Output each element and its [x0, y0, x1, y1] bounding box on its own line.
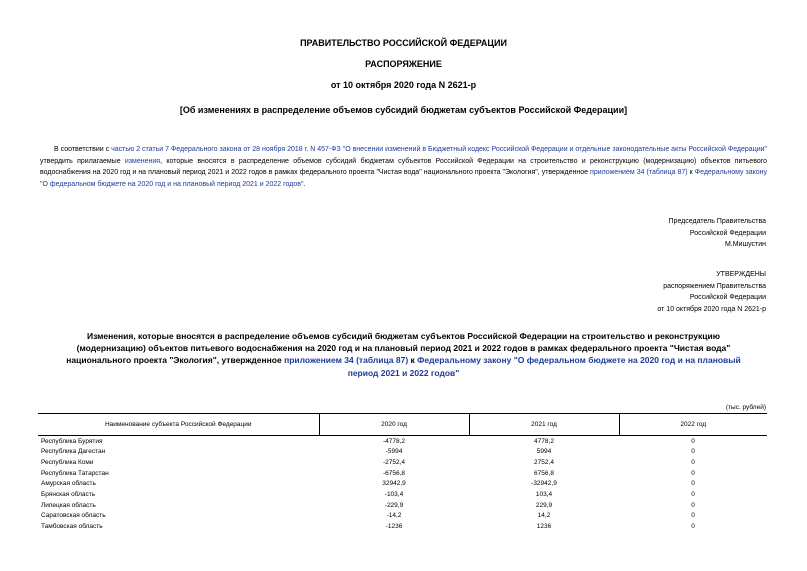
region-cell: Республика Дагестан	[41, 448, 106, 456]
annex-heading	[60, 330, 747, 379]
document-subject: [Об изменениях в распределение объемов субсидий бюджетам субъектов Российской Федерации]	[179, 105, 628, 115]
federal-law-link[interactable]: Федеральному закону "О федеральном бюджете на 2020 год и на плановый период 2021 и 2022 годов"	[40, 169, 768, 188]
value-2020-cell: -5994	[385, 448, 403, 456]
signature-position: Председатель Правительства	[668, 218, 766, 225]
signature-block	[669, 216, 766, 251]
table-row	[38, 500, 767, 511]
signature-org: Российской Федерации	[689, 229, 766, 237]
region-cell: Республика Коми	[41, 458, 94, 466]
table-row	[38, 479, 767, 490]
value-2020-cell: -103,4	[384, 491, 404, 499]
approval-title: УТВЕРЖДЕНЫ	[716, 271, 766, 278]
header-2020: 2020 год	[319, 414, 469, 436]
document-date-number: от 10 октября 2020 года N 2621-р	[330, 80, 477, 90]
units-label: (тыс. рублей)	[725, 404, 766, 411]
value-2020-cell: -4778,2	[382, 437, 406, 445]
document-type: РАСПОРЯЖЕНИЕ	[365, 59, 442, 69]
value-2020-cell: -1236	[385, 523, 403, 531]
value-2021-cell: 1236	[536, 523, 552, 531]
approval-line3: Российской Федерации	[689, 294, 766, 301]
signature-name: М.Мишустин	[724, 241, 766, 248]
paragraph-text-end: .	[303, 180, 306, 188]
value-2020-cell: 32942,9	[382, 480, 406, 488]
value-2022-cell: 0	[691, 523, 695, 531]
region-cell: Амурская область	[41, 480, 96, 488]
value-2022-cell: 0	[691, 480, 695, 488]
header-2022: 2022 год	[619, 414, 767, 436]
value-2022-cell: 0	[691, 458, 695, 466]
table-row	[38, 511, 767, 522]
approval-block	[657, 269, 766, 315]
value-2021-cell: 6756,8	[534, 469, 554, 477]
table-row	[38, 468, 767, 479]
region-cell: Республика Бурятия	[41, 437, 103, 445]
paragraph-text-mid1: утвердить прилагаемые	[40, 157, 125, 165]
subsidy-table	[38, 413, 767, 532]
annex-heading-mid: к	[408, 355, 418, 366]
region-cell: Липецкая область	[41, 501, 96, 509]
law-link[interactable]: частью 2 статьи 7 Федерального закона от 28 ноября 2018 г. N 457-ФЗ "О внесении изменений в Бюджетный кодекс Российской Федерации и отдельные законодательные акты Российской Федерации"	[111, 146, 768, 153]
paragraph-text-mid3: к	[687, 169, 695, 177]
region-cell: Саратовская область	[41, 512, 106, 520]
annex-link[interactable]: приложением 34 (таблица 87)	[590, 169, 688, 177]
value-2021-cell: 4778,2	[534, 437, 554, 445]
table-row	[38, 436, 767, 447]
value-2021-cell: 14,2	[537, 512, 551, 520]
approval-line4: от 10 октября 2020 года N 2621-р	[657, 305, 766, 313]
table-row	[38, 457, 767, 468]
value-2022-cell: 0	[691, 469, 695, 477]
value-2020-cell: -6756,8	[382, 469, 406, 477]
value-2020-cell: -14,2	[386, 512, 402, 520]
paragraph-text-mid2: , которые вносятся в распределение объемов субсидий бюджетам субъектов Российской Федерации на строительство и реконструкцию (модернизацию) объектов питьевого водоснабжения на 2020 год и на плановый период 2021 и 2022 годов в рамках федерального проекта "Чистая вода" национального проекта "Экология", утвержденное	[40, 157, 768, 177]
value-2021-cell: -32942,9	[531, 480, 557, 488]
value-2022-cell: 0	[691, 437, 695, 445]
value-2021-cell: 103,4	[535, 491, 553, 499]
approval-line2: распоряжением Правительства	[663, 282, 766, 290]
changes-link[interactable]: изменения	[124, 157, 161, 165]
table-row	[38, 489, 767, 500]
value-2020-cell: -2752,4	[382, 458, 406, 466]
paragraph-text-start: В соответствии с	[54, 146, 112, 153]
value-2021-cell: 2752,4	[534, 458, 554, 466]
value-2021-cell: 5994	[536, 448, 552, 456]
region-cell: Тамбовская область	[41, 523, 103, 531]
value-2021-cell: 229,9	[535, 501, 553, 509]
annex-heading-text: Изменения, которые вносятся в распределение объемов субсидий бюджетам субъектов Российской Федерации на строительство и реконструкцию (модернизацию) объектов питьевого водоснабжения на 2020 год и на плановый период 2021 и 2022 годов в рамках федерального проекта "Чистая вода" национального проекта "Экология", утвержденное	[66, 331, 731, 366]
header-2021: 2021 год	[469, 414, 619, 436]
value-2022-cell: 0	[691, 491, 695, 499]
value-2022-cell: 0	[691, 448, 695, 456]
region-cell: Республика Татарстан	[41, 469, 109, 477]
value-2022-cell: 0	[691, 501, 695, 509]
main-paragraph	[40, 144, 767, 190]
table-row	[38, 447, 767, 458]
table-row	[38, 522, 767, 533]
value-2020-cell: -229,9	[384, 501, 404, 509]
header-region: Наименование субъекта Российской Федерации	[38, 414, 319, 436]
annex-heading-link1[interactable]: приложением 34 (таблица 87)	[284, 355, 409, 366]
table-header-row	[38, 414, 767, 436]
value-2022-cell: 0	[691, 512, 695, 520]
region-cell: Брянская область	[41, 491, 96, 499]
annex-heading-link2[interactable]: Федеральному закону "О федеральном бюджете на 2020 год и на плановый период 2021 и 2022 годов"	[347, 355, 741, 378]
government-title: ПРАВИТЕЛЬСТВО РОССИЙСКОЙ ФЕДЕРАЦИИ	[300, 38, 507, 48]
